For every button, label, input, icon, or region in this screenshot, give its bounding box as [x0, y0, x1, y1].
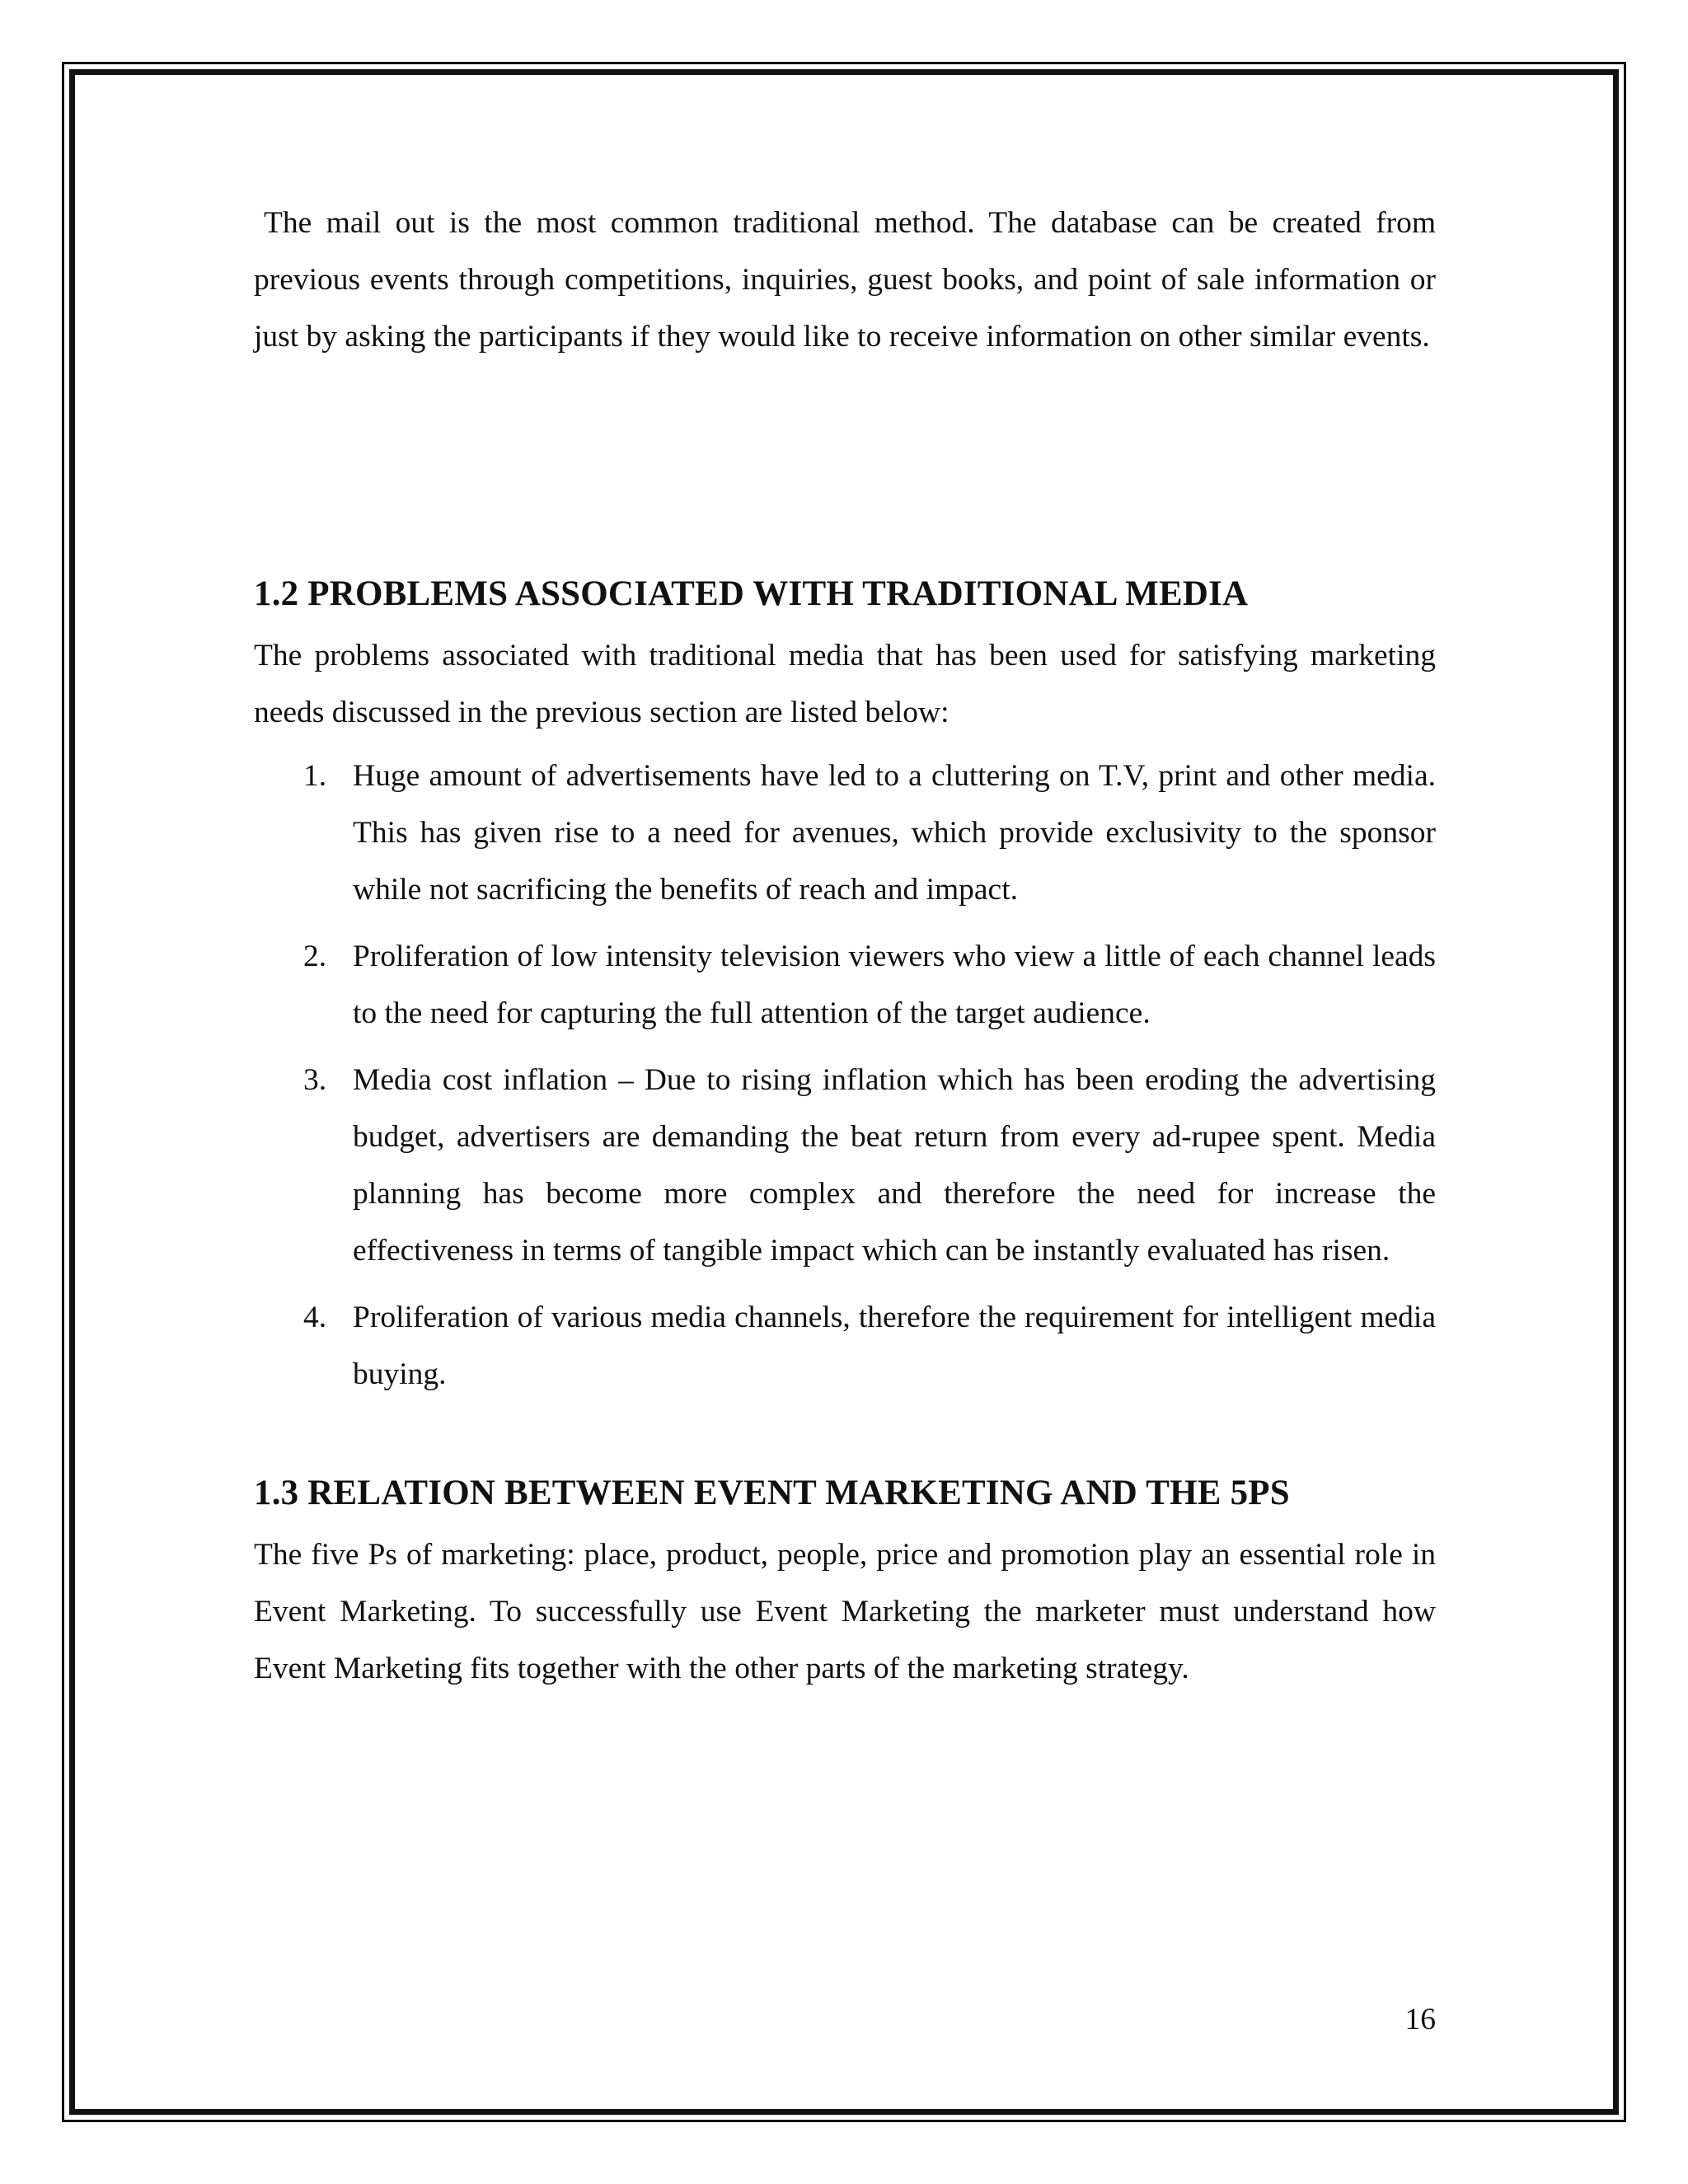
- section-1-3-heading: 1.3 RELATION BETWEEN EVENT MARKETING AND THE 5PS: [254, 1474, 1290, 1512]
- page-content: [254, 194, 1436, 1697]
- list-item: [254, 1289, 1436, 1403]
- section-1-3-body: The five Ps of marketing: place, product, people, price and promotion play an essential role in Event Marketing. To successfully use Event Marketing the marketer must understand how Event Marketing fits together with the other parts of the marketing strategy.: [254, 1538, 1436, 1685]
- list-item: [254, 928, 1436, 1042]
- section-1-2-heading: 1.2 PROBLEMS ASSOCIATED WITH TRADITIONAL MEDIA: [254, 574, 1249, 613]
- list-item-number: 1.: [303, 759, 327, 793]
- list-item: [254, 1052, 1436, 1279]
- list-item-text: Proliferation of low intensity television viewers who view a little of each channel leads to the need for capturing the full attention of the target audience.: [353, 940, 1436, 1030]
- list-item-number: 3.: [303, 1063, 327, 1097]
- list-item-number: 2.: [303, 940, 327, 973]
- list-item-number: 4.: [303, 1301, 327, 1334]
- list-item-text: Media cost inflation – Due to rising inflation which has been eroding the advertising budget, advertisers are demanding the beat return from every ad-rupee spent. Media planning has become more complex and therefore the need for increase the effectiveness in terms of tangible impact which can be instantly evaluated has risen.: [353, 1063, 1436, 1268]
- section-1-2-intro: The problems associated with traditional media that has been used for satisfying marketing needs discussed in the previous section are listed below:: [254, 639, 1436, 729]
- list-item-text: Huge amount of advertisements have led to a cluttering on T.V, print and other media. This has given rise to a need for avenues, which provide exclusivity to the sponsor while not sacrificing the benefits of reach and impact.: [353, 759, 1436, 907]
- page-number: 16: [1404, 2003, 1436, 2036]
- problems-list: [254, 748, 1436, 1403]
- intro-paragraph: The mail out is the most common traditional method. The database can be created from previous events through competitions, inquiries, guest books, and point of sale information or just by asking the participants if they would like to receive information on other similar events.: [254, 206, 1436, 354]
- list-item-text: Proliferation of various media channels, therefore the requirement for intelligent media buying.: [353, 1301, 1436, 1391]
- list-item: [254, 748, 1436, 918]
